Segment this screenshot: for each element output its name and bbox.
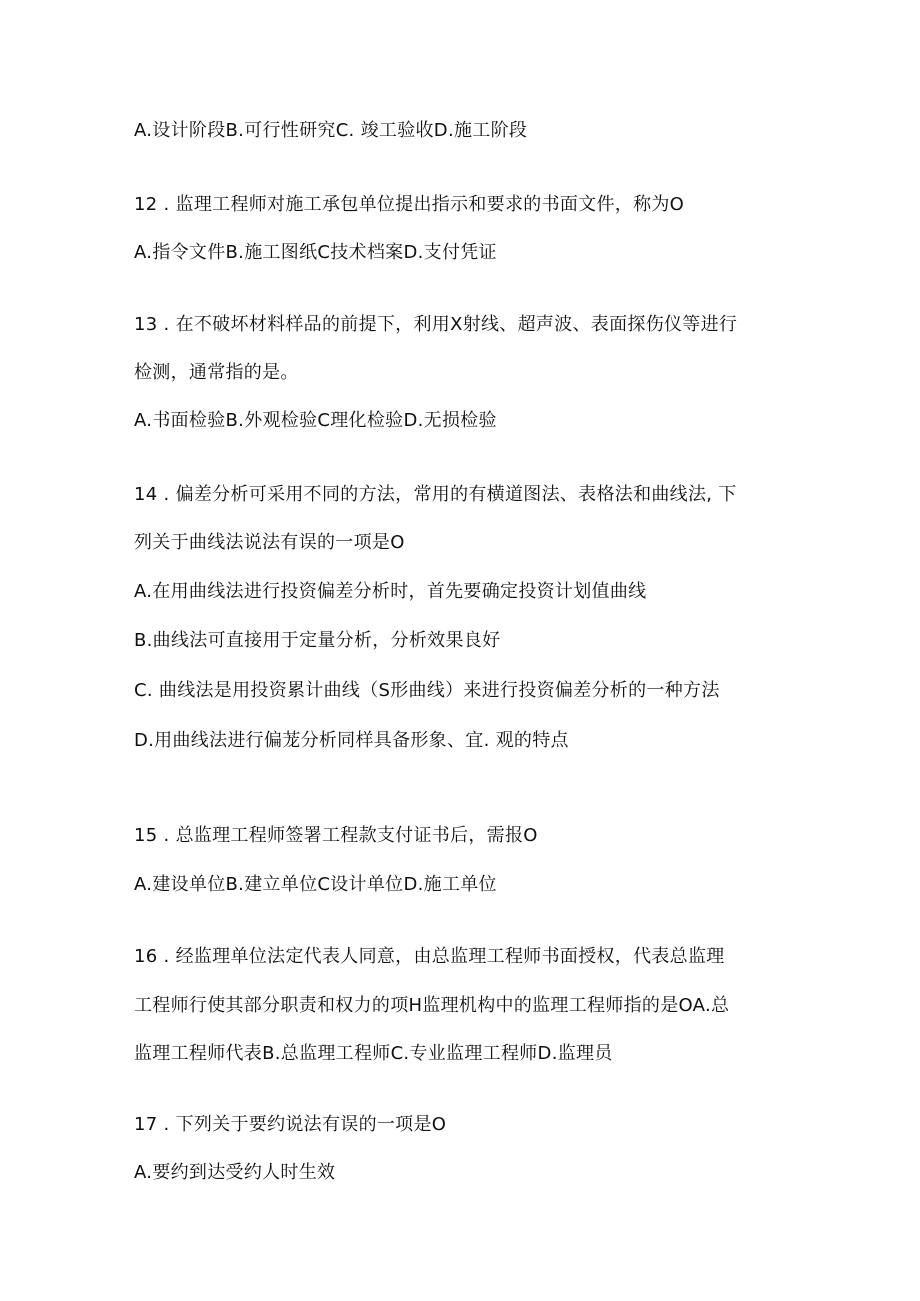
q14-option-a: A.在用曲线法进行投资偏差分析时，首先要确定投资计划值曲线 — [134, 581, 647, 602]
q14-question-line1: 14 . 偏差分析可采用不同的方法，常用的有横道图法、表格法和曲线法, 下 — [134, 484, 737, 505]
q13-options: A.书面检验B.外观检验C理化检验D.无损检验 — [134, 410, 497, 431]
q15-question: 15 . 总监理工程师签署工程款支付证书后，需报O — [134, 825, 538, 846]
q15-options: A.建设单位B.建立单位C设计单位D.施工单位 — [134, 874, 497, 895]
q16-question-line1: 16 . 经监理单位法定代表人同意，由总监理工程师书面授权，代表总监理 — [134, 946, 725, 967]
q11-options: A.设计阶段B.可行性研究C. 竣工验收D.施工阶段 — [134, 120, 528, 141]
q14-option-b: B.曲线法可直接用于定量分析，分析效果良好 — [134, 630, 501, 651]
q17-option-a: A.要约到达受约人时生效 — [134, 1162, 336, 1183]
q13-question-line1: 13 . 在不破坏材料样品的前提下，利用X射线、超声波、表面探伤仪等进行 — [134, 314, 738, 335]
q12-options: A.指令文件B.施工图纸C技术档案D.支付凭证 — [134, 242, 497, 263]
q12-question: 12 . 监理工程师对施工承包单位提出指示和要求的书面文件，称为O — [134, 194, 685, 215]
q16-question-line3: 监理工程师代表B.总监理工程师C.专业监理工程师D.监理员 — [134, 1043, 613, 1064]
q14-question-line2: 列关于曲线法说法有误的一项是O — [134, 532, 405, 553]
q14-option-d: D.用曲线法进行偏茏分析同样具备形象、宜. 观的特点 — [134, 730, 569, 751]
q16-question-line2: 工程师行使其部分职责和权力的项H监理机构中的监理工程师指的是OA.总 — [134, 995, 730, 1016]
q13-question-line2: 检测，通常指的是。 — [134, 362, 299, 383]
q14-option-c: C. 曲线法是用投资累计曲线（S形曲线）来进行投资偏差分析的一种方法 — [134, 680, 720, 701]
q17-question: 17 . 下列关于要约说法有误的一项是O — [134, 1114, 447, 1135]
